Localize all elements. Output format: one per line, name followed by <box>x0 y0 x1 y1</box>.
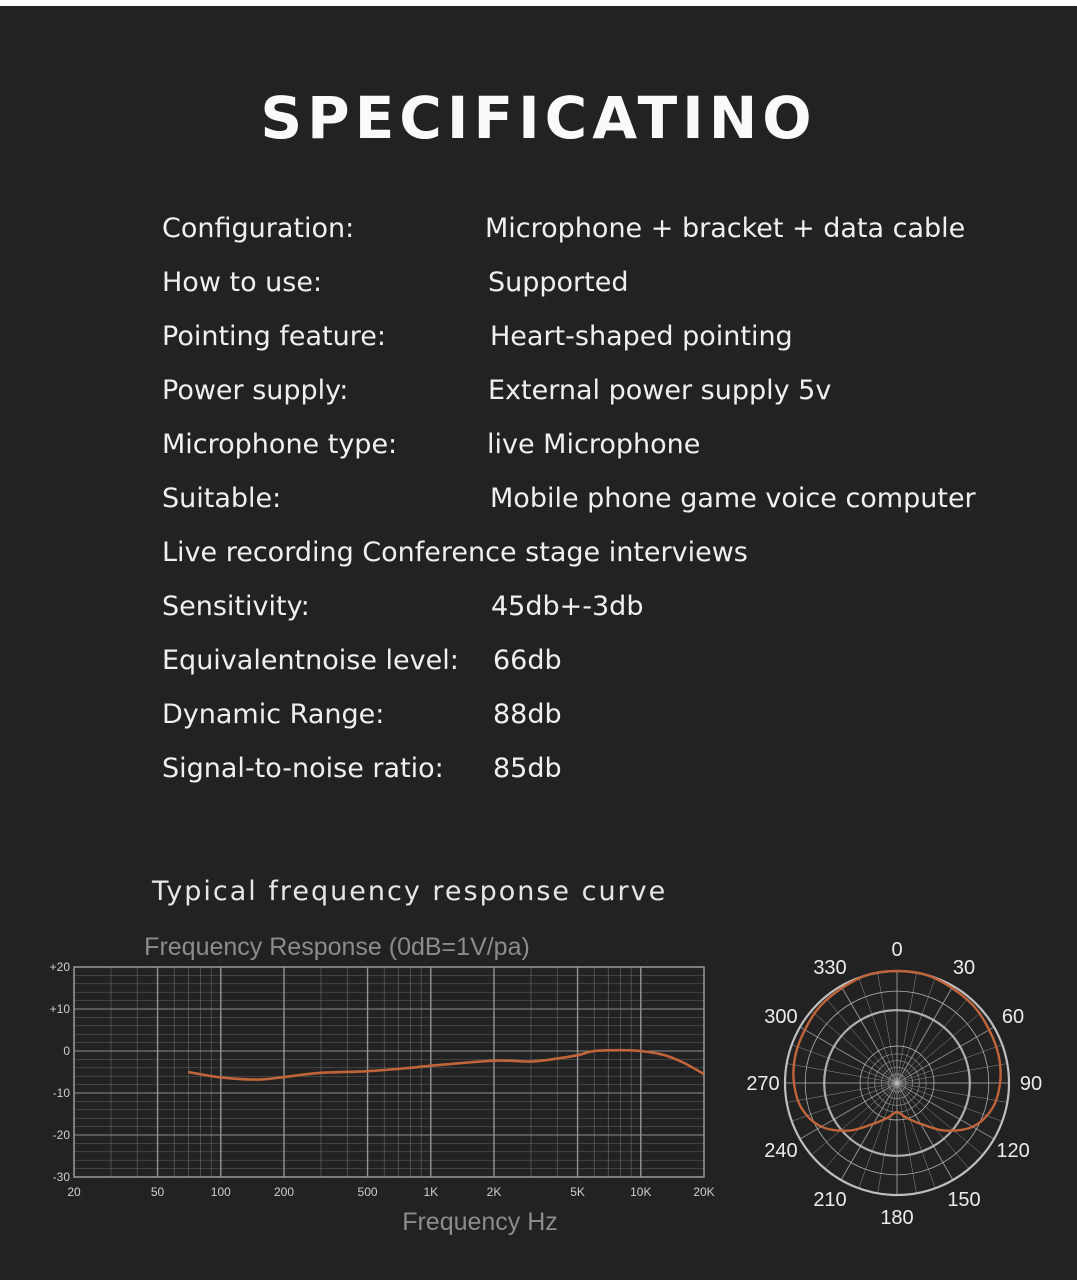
spec-row-dynamic-range <box>162 699 562 730</box>
spec-label: Microphone type: <box>162 429 398 460</box>
spec-row-sensitivity <box>162 591 644 622</box>
spec-row-live-recording <box>162 537 748 568</box>
spec-row-configuration <box>162 213 966 244</box>
chart-title: Frequency Response (0dB=1V/pa) <box>144 933 530 961</box>
y-tick-label: -30 <box>52 1170 70 1184</box>
spec-label: Dynamic Range: <box>162 699 385 730</box>
series-line <box>188 1050 704 1079</box>
angle-label: 210 <box>813 1189 847 1212</box>
spec-row-power-supply <box>162 375 832 406</box>
spec-value: 85db <box>493 753 562 784</box>
angle-label: 90 <box>1019 1073 1043 1095</box>
angle-label: 270 <box>746 1073 780 1095</box>
spec-label: How to use: <box>162 267 323 298</box>
angle-label: 0 <box>891 940 903 961</box>
spec-row-how-to-use <box>162 267 629 298</box>
spec-value: 45db+-3db <box>491 591 644 622</box>
angle-label: 180 <box>880 1207 914 1229</box>
frequency-response-chart <box>0 920 730 1250</box>
spec-value: live Microphone <box>487 429 701 460</box>
angle-label: 240 <box>764 1140 798 1162</box>
spec-value: External power supply 5v <box>488 375 832 406</box>
y-tick-label: -20 <box>52 1128 70 1142</box>
spec-label: Live recording Conference stage interviews <box>162 537 748 568</box>
y-tick-label: -10 <box>52 1086 70 1100</box>
angle-label: 120 <box>996 1140 1030 1162</box>
y-tick-label: +20 <box>49 960 70 974</box>
chart-grid <box>74 967 704 1177</box>
y-axis-ticks <box>50 960 71 1184</box>
angle-label: 150 <box>947 1189 981 1212</box>
spec-value: Heart-shaped pointing <box>490 321 793 352</box>
spec-row-equivalent-noise <box>162 645 562 676</box>
angle-label: 330 <box>813 956 847 979</box>
spec-label: Configuration: <box>162 213 355 244</box>
spec-label: Sensitivity: <box>162 591 310 622</box>
frequency-caption: Typical frequency response curve <box>152 876 668 907</box>
spec-row-pointing-feature <box>162 321 793 352</box>
angle-label: 300 <box>764 1006 798 1028</box>
spec-label: Signal-to-noise ratio: <box>162 753 444 784</box>
spec-row-suitable <box>162 483 976 514</box>
polar-pattern-chart <box>730 940 1077 1240</box>
x-tick-label: 50 <box>150 1185 165 1199</box>
spec-label: Power supply: <box>162 375 349 406</box>
angle-label: 30 <box>952 956 976 979</box>
plot-frame <box>74 967 704 1177</box>
spec-row-snr <box>162 753 562 784</box>
spec-value: 66db <box>493 645 562 676</box>
x-axis-label: Frequency Hz <box>402 1208 558 1236</box>
spec-value: 88db <box>493 699 562 730</box>
x-tick-label: 500 <box>357 1185 378 1199</box>
page-title: SPECIFICATINO <box>260 84 817 152</box>
x-tick-label: 10K <box>630 1185 652 1199</box>
spec-label: Pointing feature: <box>162 321 386 352</box>
spec-label: Suitable: <box>162 483 282 514</box>
x-tick-label: 2K <box>486 1185 502 1199</box>
y-tick-label: +10 <box>49 1002 70 1016</box>
spec-row-microphone-type <box>162 429 701 460</box>
x-axis-ticks <box>67 1185 714 1199</box>
spec-value: Supported <box>488 267 629 298</box>
spec-value: Microphone + bracket + data cable <box>485 213 966 244</box>
x-tick-label: 100 <box>210 1185 231 1199</box>
polar-grid <box>785 971 1009 1195</box>
spec-label: Equivalentnoise level: <box>162 645 459 676</box>
spec-value: Mobile phone game voice computer <box>490 483 976 514</box>
y-tick-label: 0 <box>63 1044 70 1058</box>
x-tick-label: 200 <box>273 1185 295 1199</box>
x-tick-label: 5K <box>570 1185 585 1199</box>
x-tick-label: 20 <box>67 1185 81 1199</box>
x-tick-label: 1K <box>423 1185 439 1199</box>
x-tick-label: 20K <box>693 1185 715 1199</box>
angle-label: 60 <box>1001 1006 1025 1028</box>
